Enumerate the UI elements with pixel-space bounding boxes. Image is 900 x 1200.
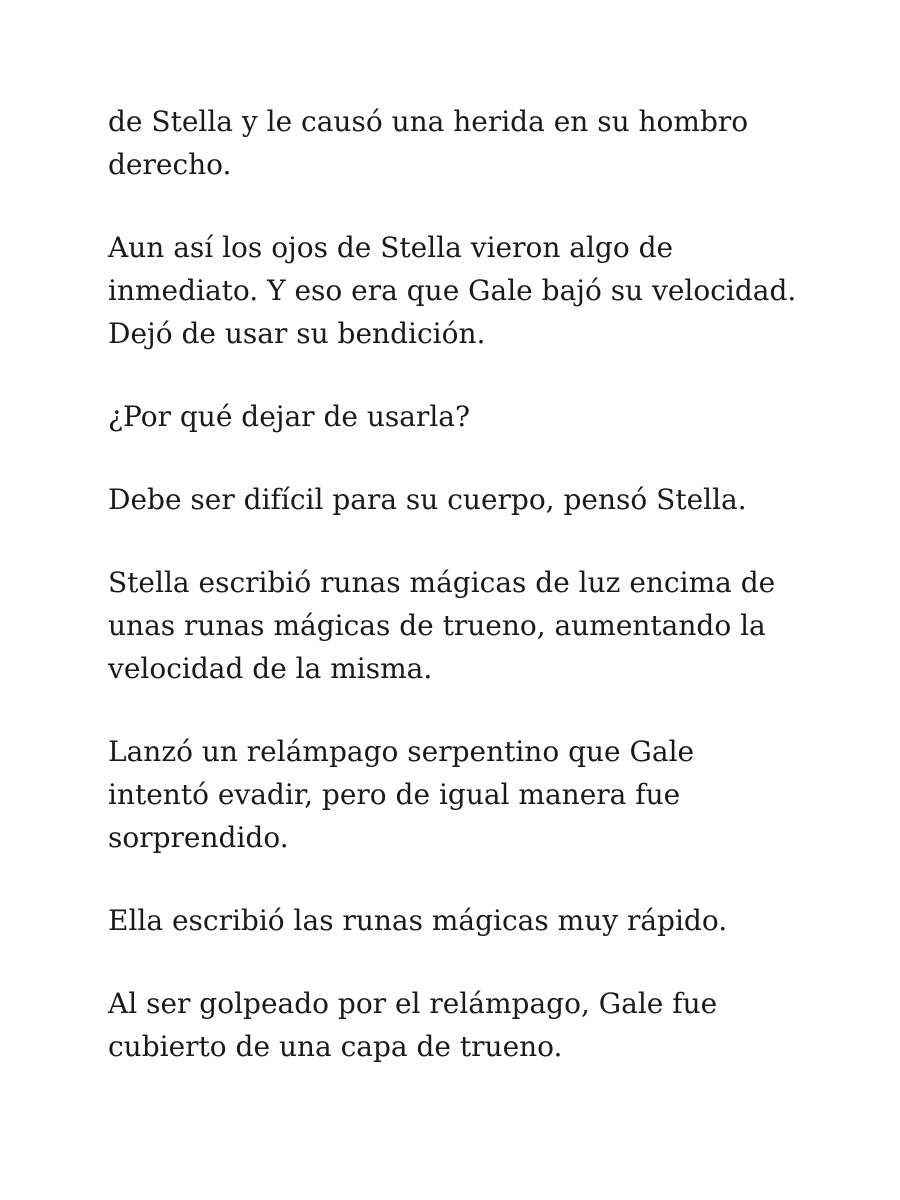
paragraph: Debe ser difícil para su cuerpo, pensó Stella. [108,483,747,516]
paragraph: Stella escribió runas mágicas de luz encima de unas runas mágicas de trueno, aumentando la velocidad de la misma. [108,566,776,685]
document-page [108,100,808,1108]
paragraph: Ella escribió las runas mágicas muy rápido. [108,904,728,937]
paragraph: Aun así los ojos de Stella vieron algo de inmediato. Y eso era que Gale bajó su velocidad. Dejó de usar su bendición. [108,231,797,350]
paragraph: ¿Por qué dejar de usarla? [108,400,470,433]
paragraph: Al ser golpeado por el relámpago, Gale fue cubierto de una capa de trueno. [108,987,718,1063]
paragraph: de Stella y le causó una herida en su hombro derecho. [108,105,749,181]
paragraph: Lanzó un relámpago serpentino que Gale intentó evadir, pero de igual manera fue sorprendido. [108,735,695,854]
